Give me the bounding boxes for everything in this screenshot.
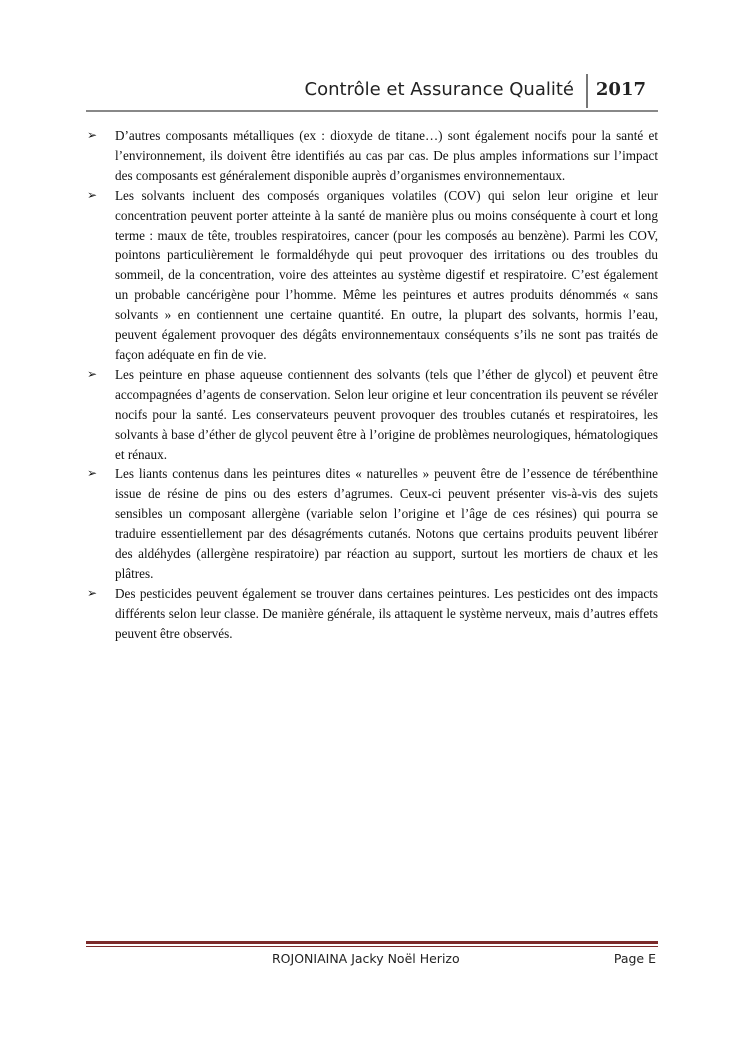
arrowhead-bullet-icon: ➢: [87, 366, 98, 381]
list-item: [86, 584, 658, 644]
paragraph-text: Les peinture en phase aqueuse contiennent des solvants (tels que l’éther de glycol) et peuvent être accompagnées d’agents de conservation. Selon leur origine et leur concentration ils peuvent se révéler nocifs pour la santé. Les conservateurs peuvent provoquer des troubles cutanés et respiratoires, les solvants à base d’éther de glycol peuvent être à l’origine de problèmes neurologiques, hématologiques et rénaux.: [115, 366, 658, 462]
page-footer: [86, 941, 658, 971]
paragraph-text: D’autres composants métalliques (ex : dioxyde de titane…) sont également nocifs pour la santé et l’environnement, ils doivent être identifiés au cas par cas. De plus amples informations sur l’impact des composants est généralement disponible auprès d’organismes environnementaux.: [115, 128, 658, 183]
arrowhead-bullet-icon: ➢: [87, 187, 98, 202]
list-item: [86, 186, 658, 365]
arrowhead-bullet-icon: ➢: [87, 585, 98, 600]
footer-rule: [86, 941, 658, 944]
header-rule: [86, 110, 658, 112]
page-header: [86, 74, 658, 112]
paragraph-text: Les liants contenus dans les peintures dites « naturelles » peuvent être de l’essence de térébenthine issue de résine de pins ou des esters d’agrumes. Ceux-ci peuvent présenter vis-à-vis des sujets sensibles un composant allergène (variable selon l’origine et l’âge de ces résines) qui pourra se traduire essentiellement par des désagréments cutanés. Notons que certains produits peuvent libérer des aldéhydes (allergène respiratoire) par réaction au support, surtout les mortiers de chaux et les plâtres.: [115, 466, 658, 581]
header-year: 2017: [595, 79, 646, 100]
bullet-list: [86, 126, 658, 644]
paragraph-text: Les solvants incluent des composés organiques volatiles (COV) qui selon leur origine et leur concentration peuvent porter atteinte à la santé de manière plus ou moins conséquente à court et long terme : maux de tête, troubles respiratoires, cancer (pour les composés au benzène). Parmi les COV, pointons particulièrement le formaldéhyde qui peut provoquer des irritations ou des troubles du sommeil, de la concentration, voire des atteintes au système digestif et respiratoire. C’est également un probable cancérigène pour l’homme. Même les peintures et autres produits dénommés « sans solvants » en contiennent une certaine quantité. En outre, la plupart des solvants, hormis l’eau, peuvent également provoquer des dégâts environnementaux conséquents s’ils ne sont pas traités de façon adéquate en fin de vie.: [115, 187, 658, 362]
header-separator: [586, 74, 588, 108]
footer-rule-thin: [86, 946, 658, 947]
arrowhead-bullet-icon: ➢: [87, 128, 98, 142]
paragraph-text: Des pesticides peuvent également se trouver dans certaines peintures. Les pesticides ont des impacts différents selon leur classe. De manière générale, ils attaquent le système nerveux, mais d’autres effets peuvent être observés.: [115, 585, 658, 641]
header-title: Contrôle et Assurance Qualité: [304, 79, 574, 100]
list-item: [86, 464, 658, 583]
page-number: Page E: [613, 951, 656, 966]
list-item: [86, 126, 658, 186]
list-item: [86, 365, 658, 465]
footer-author: ROJONIAINA Jacky Noël Herizo: [272, 951, 460, 966]
document-body: [86, 126, 658, 644]
arrowhead-bullet-icon: ➢: [87, 466, 98, 481]
